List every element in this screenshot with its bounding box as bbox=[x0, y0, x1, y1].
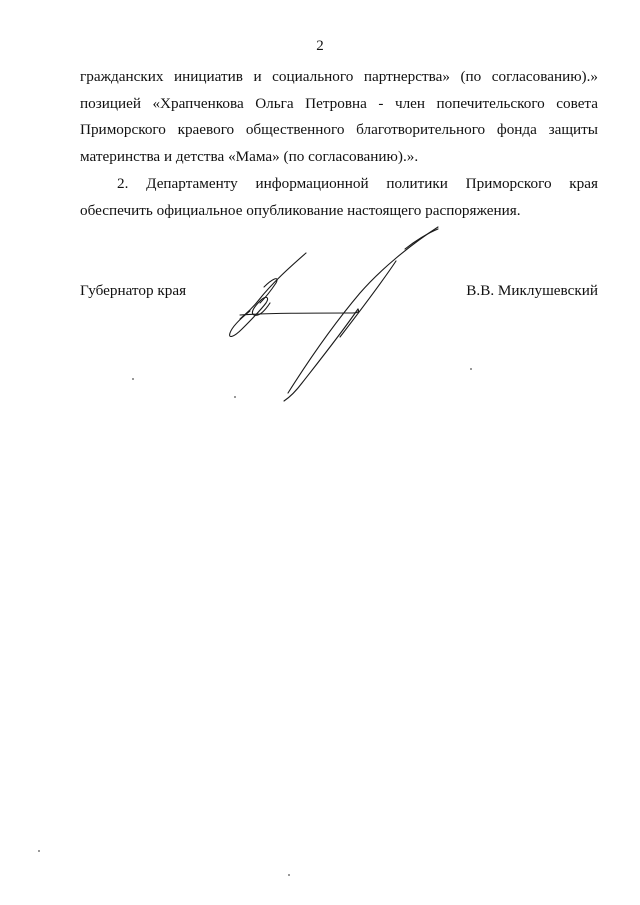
scan-speck bbox=[38, 850, 40, 852]
scan-speck bbox=[470, 368, 472, 370]
scan-speck bbox=[234, 396, 236, 398]
scan-speck bbox=[288, 874, 290, 876]
text-line: гражданских инициатив и социального партнерства» (по согласованию).» bbox=[80, 68, 598, 85]
scan-speck bbox=[132, 378, 134, 380]
handwritten-signature bbox=[210, 215, 470, 405]
signatory-name: В.В. Миклушевский bbox=[466, 282, 598, 299]
text-line: Приморского краевого общественного благотворительного фонда защиты bbox=[80, 121, 598, 138]
text-line: обеспечить официальное опубликование настоящего распоряжения. bbox=[80, 201, 521, 219]
page-number: 2 bbox=[316, 38, 324, 54]
text-line: 2. Департаменту информационной политики Приморского края bbox=[117, 175, 598, 192]
text-line: материнства и детства «Мама» (по согласованию).». bbox=[80, 147, 419, 165]
text-line: позицией «Храпченкова Ольга Петровна - член попечительского совета bbox=[80, 94, 598, 112]
paragraph-continuation bbox=[80, 64, 598, 170]
signatory-position: Губернатор края bbox=[80, 282, 187, 299]
